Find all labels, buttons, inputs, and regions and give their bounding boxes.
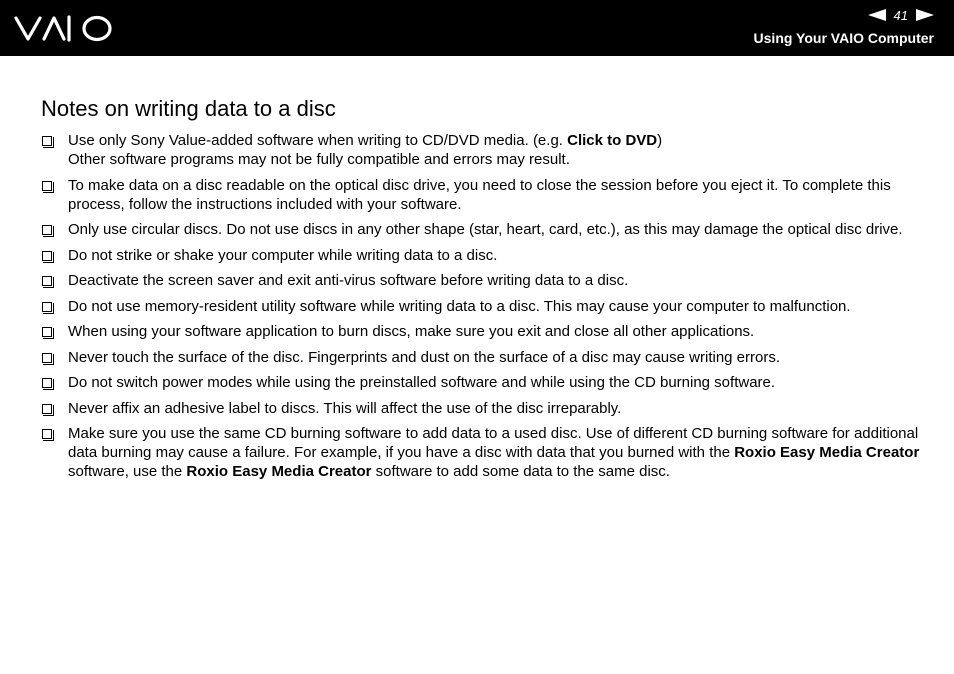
page-title: Notes on writing data to a disc bbox=[41, 96, 336, 121]
checkbox-bullet-icon bbox=[42, 353, 52, 363]
software-name: Click to DVD bbox=[567, 132, 658, 149]
page-header bbox=[0, 0, 954, 56]
checkbox-bullet-icon bbox=[42, 225, 52, 235]
triangle-left-icon[interactable] bbox=[868, 9, 886, 21]
list-item: Deactivate the screen saver and exit anti-virus software before writing data to a disc. bbox=[41, 271, 921, 290]
checkbox-bullet-icon bbox=[42, 429, 52, 439]
list-item: Use only Sony Value-added software when writing to CD/DVD media. (e.g. Click to DVD) Other software programs may not be fully compatible and errors may result. bbox=[41, 131, 921, 169]
list-item: Do not strike or shake your computer while writing data to a disc. bbox=[41, 246, 921, 265]
list-item: Do not use memory-resident utility software while writing data to a disc. This may cause your computer to malfunction. bbox=[41, 297, 921, 316]
software-name: Roxio Easy Media Creator bbox=[186, 463, 372, 480]
checkbox-bullet-icon bbox=[42, 302, 52, 312]
checkbox-bullet-icon bbox=[42, 251, 52, 261]
section-title: Using Your VAIO Computer bbox=[753, 30, 934, 46]
checkbox-bullet-icon bbox=[42, 378, 52, 388]
notes-list bbox=[41, 131, 921, 488]
list-item: Only use circular discs. Do not use discs in any other shape (star, heart, card, etc.), as this may damage the optical disc drive. bbox=[41, 220, 921, 239]
list-item: When using your software application to burn discs, make sure you exit and close all other applications. bbox=[41, 322, 921, 341]
checkbox-bullet-icon bbox=[42, 136, 52, 146]
list-item: Make sure you use the same CD burning software to add data to a used disc. Use of different CD burning software for additional data burning may cause a failure. For example, if you have a disc with data that you burned with the Roxio Easy Media Creator software, use the Roxio Easy Media Creator software to add some data to the same disc. bbox=[41, 424, 921, 481]
vaio-logo bbox=[14, 13, 122, 43]
checkbox-bullet-icon bbox=[42, 404, 52, 414]
checkbox-bullet-icon bbox=[42, 327, 52, 337]
list-item: Do not switch power modes while using the preinstalled software and while using the CD burning software. bbox=[41, 373, 921, 392]
list-item: Never touch the surface of the disc. Fingerprints and dust on the surface of a disc may cause writing errors. bbox=[41, 348, 921, 367]
checkbox-bullet-icon bbox=[42, 276, 52, 286]
software-name: Roxio Easy Media Creator bbox=[734, 444, 920, 461]
checkbox-bullet-icon bbox=[42, 181, 52, 191]
page-navigation bbox=[868, 7, 934, 23]
page-number: 41 bbox=[893, 7, 908, 23]
triangle-right-icon[interactable] bbox=[916, 9, 934, 21]
list-item: Never affix an adhesive label to discs. This will affect the use of the disc irreparably. bbox=[41, 399, 921, 418]
list-item: To make data on a disc readable on the optical disc drive, you need to close the session before you eject it. To complete this process, follow the instructions included with your software. bbox=[41, 176, 921, 214]
